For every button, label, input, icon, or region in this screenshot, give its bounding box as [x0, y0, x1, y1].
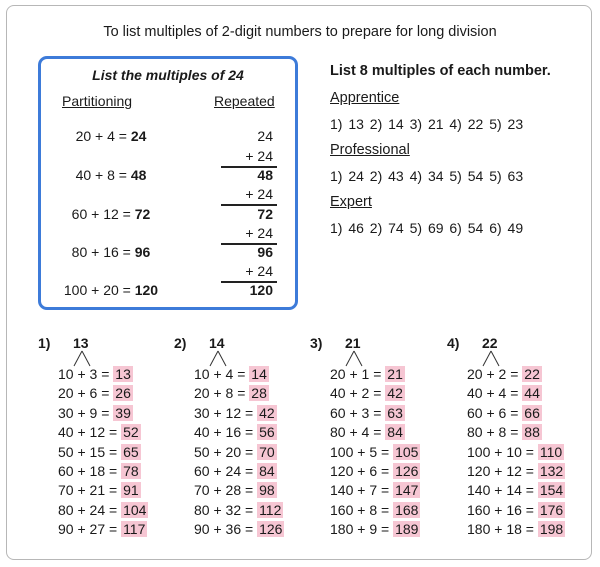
- multiple-expression: 80 + 8 =: [467, 424, 519, 441]
- repeated-total: 48: [257, 167, 273, 183]
- multiple-expression: 100 + 5 =: [330, 443, 390, 460]
- partition-row: 60 + 12 = 72: [71, 206, 151, 222]
- multiple-expression: 10 + 3 =: [58, 366, 110, 382]
- question-number: 13: [73, 335, 89, 351]
- question-label: 1): [38, 335, 51, 351]
- highlighted-multiple: 105: [395, 443, 419, 460]
- multiple-expression: 40 + 2 =: [330, 385, 382, 402]
- multiple-expression: 180 + 18 =: [467, 521, 534, 538]
- multiple-row: [194, 444, 277, 460]
- highlighted-multiple: 39: [115, 404, 131, 421]
- example-box-title: List the multiples of 24: [92, 67, 244, 83]
- multiple-row: [467, 366, 542, 382]
- multiple-row: [467, 405, 542, 421]
- level-numbers: 1) 13 2) 14 3) 21 4) 22 5) 23: [330, 116, 524, 132]
- multiple-row: [467, 482, 565, 498]
- multiple-row: [58, 424, 141, 440]
- partition-row: 80 + 16 = 96: [71, 244, 151, 260]
- multiple-row: [58, 463, 141, 479]
- repeated-total: 72: [257, 206, 273, 222]
- multiple-expression: 20 + 8 =: [194, 385, 246, 402]
- highlighted-multiple: 176: [539, 501, 564, 518]
- partition-row: 40 + 8 = 48: [75, 167, 147, 183]
- multiple-expression: 30 + 9 =: [58, 404, 110, 421]
- highlighted-multiple: 198: [539, 521, 564, 538]
- multiple-row: [58, 405, 133, 421]
- multiple-expression: 20 + 2 =: [467, 366, 519, 382]
- level-expert: Expert: [330, 194, 372, 210]
- multiple-expression: 160 + 8 =: [330, 501, 390, 518]
- repeated-addend: + 24: [245, 263, 273, 279]
- highlighted-multiple: 110: [539, 443, 563, 460]
- multiple-expression: 80 + 32 =: [194, 501, 254, 518]
- multiple-expression: 10 + 4 =: [194, 366, 246, 382]
- multiple-row: [194, 502, 283, 518]
- highlighted-multiple: 21: [387, 366, 403, 382]
- highlighted-multiple: 126: [259, 521, 283, 538]
- multiple-row: [58, 502, 148, 518]
- highlighted-multiple: 42: [387, 385, 403, 402]
- question-label: 4): [447, 335, 460, 351]
- highlighted-multiple: 112: [259, 501, 282, 518]
- multiple-row: [58, 521, 147, 537]
- multiple-expression: 60 + 18 =: [58, 463, 118, 479]
- repeated-addend: + 24: [245, 148, 273, 164]
- multiple-row: [467, 385, 542, 401]
- highlighted-multiple: 132: [539, 463, 564, 479]
- multiple-row: [58, 444, 141, 460]
- multiple-row: [467, 463, 565, 479]
- multiple-expression: 60 + 24 =: [194, 463, 254, 479]
- highlighted-multiple: 14: [251, 366, 267, 382]
- multiple-row: [467, 424, 542, 440]
- highlighted-multiple: 147: [395, 482, 419, 499]
- highlighted-multiple: 168: [395, 501, 419, 518]
- repeated-addend: + 24: [245, 225, 273, 241]
- multiple-expression: 160 + 16 =: [467, 501, 534, 518]
- highlighted-multiple: 28: [251, 385, 267, 402]
- task-heading: List 8 multiples of each number.: [330, 63, 551, 79]
- highlighted-multiple: 84: [259, 463, 275, 479]
- multiple-expression: 70 + 28 =: [194, 482, 254, 499]
- repeated-value: 24: [257, 128, 273, 144]
- multiple-row: [467, 521, 565, 537]
- highlighted-multiple: 117: [123, 521, 146, 538]
- highlighted-multiple: 104: [123, 501, 147, 518]
- multiple-expression: 140 + 7 =: [330, 482, 390, 499]
- repeated-total: 120: [249, 282, 273, 298]
- multiple-expression: 90 + 36 =: [194, 521, 254, 538]
- multiple-expression: 60 + 6 =: [467, 404, 519, 421]
- level-professional: Professional: [330, 142, 410, 158]
- highlighted-multiple: 154: [539, 482, 564, 499]
- multiple-row: [467, 444, 564, 460]
- highlighted-multiple: 98: [259, 482, 275, 499]
- multiple-row: [58, 366, 133, 382]
- highlighted-multiple: 91: [123, 482, 139, 499]
- repeated-addend: + 24: [245, 186, 273, 202]
- highlighted-multiple: 52: [123, 424, 139, 441]
- highlighted-multiple: 66: [524, 404, 540, 421]
- multiple-expression: 40 + 4 =: [467, 385, 519, 402]
- multiple-row: [194, 366, 269, 382]
- multiple-row: [467, 502, 565, 518]
- multiple-expression: 20 + 1 =: [330, 366, 382, 382]
- partition-row: 20 + 4 = 24: [75, 128, 147, 144]
- multiple-expression: 40 + 12 =: [58, 424, 118, 441]
- question-number: 21: [345, 335, 361, 351]
- multiple-expression: 80 + 24 =: [58, 501, 118, 518]
- multiple-expression: 120 + 6 =: [330, 463, 390, 479]
- highlighted-multiple: 84: [387, 424, 403, 441]
- page-title: To list multiples of 2-digit numbers to prepare for long division: [103, 24, 497, 40]
- multiple-expression: 140 + 14 =: [467, 482, 534, 499]
- repeated-heading: Repeated: [214, 93, 275, 109]
- multiple-row: [194, 405, 277, 421]
- multiple-expression: 90 + 27 =: [58, 521, 118, 538]
- multiple-row: [330, 463, 420, 479]
- partitioning-heading: Partitioning: [62, 93, 133, 109]
- multiple-expression: 50 + 15 =: [58, 443, 118, 460]
- multiple-expression: 120 + 12 =: [467, 463, 534, 479]
- highlighted-multiple: 78: [123, 463, 139, 479]
- example-box: [38, 56, 298, 310]
- highlighted-multiple: 56: [259, 424, 275, 441]
- highlighted-multiple: 126: [395, 463, 419, 479]
- question-label: 3): [310, 335, 323, 351]
- multiple-row: [58, 482, 141, 498]
- multiple-expression: 20 + 6 =: [58, 385, 110, 402]
- multiple-row: [330, 444, 420, 460]
- multiple-row: [330, 424, 405, 440]
- multiple-expression: 80 + 4 =: [330, 424, 382, 441]
- highlighted-multiple: 63: [387, 404, 403, 421]
- question-label: 2): [174, 335, 187, 351]
- multiple-row: [194, 521, 284, 537]
- level-numbers: 1) 46 2) 74 5) 69 6) 54 6) 49: [330, 220, 524, 236]
- multiple-row: [194, 385, 269, 401]
- multiple-expression: 40 + 16 =: [194, 424, 254, 441]
- multiple-row: [330, 405, 405, 421]
- question-number: 22: [482, 335, 498, 351]
- highlighted-multiple: 22: [524, 366, 540, 382]
- highlighted-multiple: 189: [395, 521, 419, 538]
- multiple-row: [330, 521, 420, 537]
- level-numbers: 1) 24 2) 43 4) 34 5) 54 5) 63: [330, 168, 524, 184]
- multiple-row: [330, 502, 420, 518]
- partition-row: 100 + 20 = 120: [63, 282, 159, 298]
- question-number: 14: [209, 335, 225, 351]
- multiple-row: [194, 424, 277, 440]
- highlighted-multiple: 70: [259, 443, 275, 460]
- multiple-expression: 70 + 21 =: [58, 482, 118, 499]
- multiple-row: [194, 463, 277, 479]
- multiple-expression: 50 + 20 =: [194, 443, 254, 460]
- multiple-row: [330, 366, 405, 382]
- highlighted-multiple: 13: [115, 366, 131, 382]
- multiple-expression: 180 + 9 =: [330, 521, 390, 538]
- highlighted-multiple: 44: [524, 385, 540, 402]
- multiple-row: [330, 385, 405, 401]
- multiple-expression: 30 + 12 =: [194, 404, 254, 421]
- repeated-total: 96: [257, 244, 273, 260]
- multiple-expression: 100 + 10 =: [467, 443, 534, 460]
- level-apprentice: Apprentice: [330, 90, 400, 106]
- highlighted-multiple: 26: [115, 385, 131, 402]
- highlighted-multiple: 65: [123, 443, 139, 460]
- multiple-row: [58, 385, 133, 401]
- multiple-row: [194, 482, 277, 498]
- highlighted-multiple: 42: [259, 404, 275, 421]
- highlighted-multiple: 88: [524, 424, 540, 441]
- multiple-row: [330, 482, 420, 498]
- multiple-expression: 60 + 3 =: [330, 404, 382, 421]
